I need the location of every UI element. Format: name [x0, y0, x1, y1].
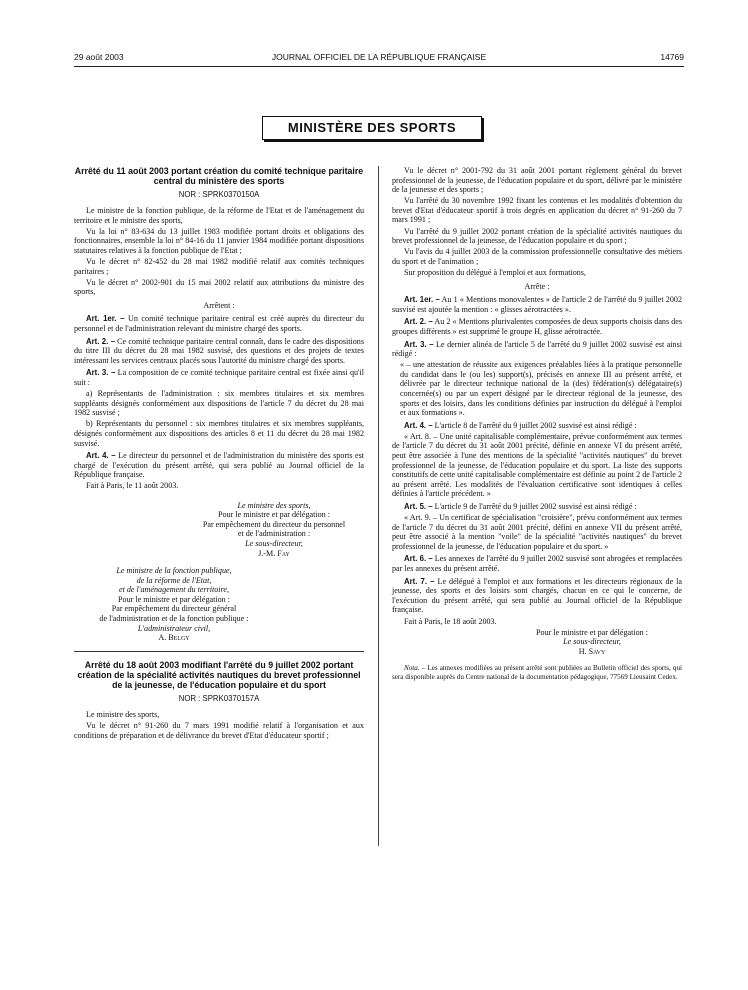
paragraph: Vu la loi n° 83-634 du 13 juillet 1983 modifiée portant droits et obligations des fonctionnaires, ensemble la loi n° 84-16 du 11 janvier 1984 modifiée portant dispositions statutaires relatives à la fonction publique de l'Etat ;: [74, 226, 364, 255]
article-3: [392, 340, 682, 359]
decree-1-title: Arrêté du 11 août 2003 portant création du comité technique paritaire central du ministère des sports: [74, 166, 364, 187]
article-label: Art. 3. –: [86, 368, 116, 378]
signatory-name: J.-M. Fay: [258, 548, 290, 558]
paragraph: Sur proposition du délégué à l'emploi et aux formations,: [404, 267, 586, 277]
signature-line: Le sous-directeur,: [245, 538, 303, 548]
article-text: Un comité technique paritaire central est créé auprès du directeur du personnel et de l'administration relevant du ministre chargé des sports.: [74, 314, 364, 334]
article-label: Art. 6. –: [404, 554, 433, 564]
article-3-a: a) Représentants de l'administration : six membres titulaires et six membres suppléants désignés conformément aux dispositions de l'article 7 du décret du 28 mai 1982 susvisé ;: [74, 389, 364, 418]
article-label: Art. 1er. –: [86, 314, 125, 324]
signatory-role: Le ministre des sports,: [237, 500, 311, 510]
article-label: Art. 2. –: [404, 317, 433, 327]
article-3-b: b) Représentants du personnel : six membres titulaires et six membres suppléants, désignés conformément aux dispositions des articles 8 et 11 du décret du 28 mai 1982 susvisé.: [74, 419, 364, 448]
article-1: [392, 295, 682, 314]
article-label: Art. 7. –: [404, 576, 435, 586]
paragraph: Le ministre des sports,: [86, 710, 160, 720]
column-divider: [378, 166, 379, 846]
signature-line: Pour le ministre et par délégation :: [536, 627, 648, 637]
article-label: Art. 5. –: [404, 502, 433, 511]
section-separator: [74, 651, 364, 652]
signature-line: Le sous-directeur,: [563, 637, 621, 647]
decree-2-title: Arrêté du 18 août 2003 modifiant l'arrêté du 9 juillet 2002 portant création de la spécialité activités nautiques du brevet professionnel de la jeunesse, de l'éducation populaire et du sport: [77, 659, 361, 691]
page-number: 14769: [660, 52, 684, 62]
decree-1-nor: NOR : SPRK0370150A: [178, 190, 260, 200]
page-header: [74, 52, 684, 64]
article-6: [392, 554, 682, 573]
header-date: 29 août 2003: [74, 52, 124, 62]
article-2: [74, 337, 364, 366]
paragraph: Vu l'arrêté du 9 juillet 2002 portant création de la spécialité activités nautiques du brevet professionnel de la jeunesse, de l'éducation populaire et du sport ;: [392, 226, 682, 246]
signature-line: Pour le ministre et par délégation :: [118, 594, 230, 604]
article-text: Ce comité technique paritaire central connaît, dans le cadre des dispositions du titre III du décret du 28 mai 1982 susvisé, des questions et des projets de textes intéressant les services centraux placés sous l'autorité du ministre chargé des sports.: [74, 336, 364, 365]
article-5: [392, 502, 682, 512]
article-4: [74, 451, 364, 480]
signatory-role: et de l'aménagement du territoire,: [119, 585, 229, 595]
signature-block-2: [74, 566, 274, 643]
article-text: Le délégué à l'emploi et aux formations et les directeurs régionaux de la jeunesse, des sports et des loisirs sont chargés, chacun en ce qui le concerne, de l'exécution du présent arrêté, qui sera publié au Journal officiel de la République française.: [392, 576, 682, 615]
article-7: [392, 577, 682, 615]
article-text: Au 2 « Mentions plurivalentes composées de deux supports choisis dans des groupes différents » est supprimé le groupe H, glisse aérotractée.: [392, 317, 682, 336]
paragraph: Vu le décret n° 82-452 du 28 mai 1982 modifié relatif aux comités techniques paritaires ;: [74, 256, 364, 276]
paragraph: Le ministre de la fonction publique, de la réforme de l'Etat et de l'aménagement du territoire et le ministre des sports,: [74, 206, 364, 225]
signature-line: Par empêchement du directeur du personnel: [202, 519, 346, 529]
signature-line: de l'administration et de la fonction publique :: [99, 614, 249, 624]
article-label: Art. 1er. –: [404, 295, 440, 305]
article-text: L'article 8 de l'arrêté du 9 juillet 2002 susvisé est ainsi rédigé :: [434, 420, 637, 430]
article-text: Les annexes de l'arrêté du 9 juillet 2002 susvisé sont abrogées et remplacées par les annexes du présent arrêté.: [392, 554, 682, 574]
right-column: [392, 166, 682, 683]
paragraph: Vu le décret n° 91-260 du 7 mars 1991 modifié relatif à l'organisation et aux conditions de préparation et de délivrance du brevet d'Etat d'éducateur sportif ;: [74, 721, 364, 740]
article-3-quote: « – une attestation de réussite aux exigences préalables liées à la pratique personnelle du candidat dans le (ou les) support(s), précisés en annexe III au présent arrêté, et délivrée par le directeur technique national de la (des) fédération(s) délégataire(s) concernée(s) ou par un expert désigné par le directeur régional de la jeunesse, des sports et des loisirs, dans les conditions définies par instruction du délégué à l'emploi et aux formations ».: [400, 360, 682, 418]
left-column: [74, 166, 364, 742]
article-label: Art. 4. –: [404, 420, 433, 430]
arretent-heading: Arrêtent :: [203, 300, 235, 310]
signature-block-1: [184, 501, 364, 559]
article-text: Le dernier alinéa de l'article 5 de l'arrêté du 9 juillet 2002 susvisé est ainsi rédigé :: [392, 339, 682, 359]
article-text: Au 1 « Mentions monovalentes » de l'article 2 de l'arrêté du 9 juillet 2002 susvisé est ajoutée la mention : « glisses aérotractées ».: [392, 295, 682, 314]
article-4-quote: « Art. 8. – Une unité capitalisable complémentaire, prévue conformément aux termes de l'article 7 du décret du 31 août 2001 précité, définie en annexe VI du présent arrêté, peut être associée à l'une des mentions de la spécialité "activités nautiques" du brevet professionnel de la jeunesse, de l'éducation populaire et du sport. La liste des supports constitutifs de cette unité capitalisable complémentaire est définie au point 2 de l'article 2 au présent arrêté. Les modalités de l'évaluation certificative sont identiques à celles définies à l'article précédent. »: [392, 431, 682, 499]
signature-line: et de l'administration :: [237, 529, 311, 539]
signatory-role: Le ministre de la fonction publique,: [116, 566, 232, 576]
signatory-name: H. Savy: [578, 646, 606, 656]
signature-line: L'administrateur civil,: [137, 623, 211, 633]
article-3: [74, 368, 364, 387]
fait-a-paris: Fait à Paris, le 18 août 2003.: [404, 616, 497, 626]
nota-text: Les annexes modifiées au présent arrêté sont publiées au Bulletin officiel des sports, qui sera disponible auprès du Centre national de la documentation pédagogique, 77569 Lieusaint Cedex.: [392, 664, 682, 681]
signatory-name: A. Belgy: [158, 633, 190, 643]
article-text: La composition de ce comité technique paritaire central est fixée ainsi qu'il suit :: [74, 368, 364, 387]
paragraph: Vu le décret n° 2002-901 du 15 mai 2002 relatif aux attributions du ministre des sports,: [74, 277, 364, 297]
article-label: Art. 2. –: [86, 336, 115, 346]
article-label: Art. 4. –: [86, 451, 116, 461]
fait-a-paris: Fait à Paris, le 11 août 2003.: [86, 481, 179, 491]
article-text: L'article 9 de l'arrêté du 9 juillet 2002 susvisé est ainsi rédigé :: [434, 502, 637, 511]
journal-title: JOURNAL OFFICIEL DE LA RÉPUBLIQUE FRANÇAISE: [271, 52, 487, 62]
article-2: [392, 317, 682, 336]
article-4: [392, 421, 682, 431]
signature-block-3: [502, 628, 682, 657]
article-1: [74, 314, 364, 333]
paragraph: Vu l'avis du 4 juillet 2003 de la commission professionnelle consultative des métiers du sport et de l'animation ;: [392, 247, 682, 266]
signature-line: Pour le ministre et par délégation :: [218, 510, 330, 520]
nota: [392, 664, 682, 681]
article-text: Le directeur du personnel et de l'administration du ministère des sports est chargé de l'exécution du présent arrêté, qui sera publié au Journal officiel de la République française.: [74, 451, 365, 480]
paragraph: Vu l'arrêté du 30 novembre 1992 fixant les contenus et les modalités d'obtention du brevet d'Etat d'éducateur sportif à trois degrés en application du décret n° 91-260 du 7 mars 1991 ;: [392, 196, 682, 225]
decree-2-nor: NOR : SPRK0370157A: [178, 694, 260, 704]
arrete-heading: Arrête :: [524, 281, 550, 291]
signatory-role: de la réforme de l'Etat,: [136, 575, 212, 585]
nota-label: Nota. –: [404, 664, 426, 673]
article-5-quote: « Art. 9. – Un certificat de spécialisation "croisière", prévu conformément aux termes de l'article 7 du décret du 31 août 2001 précité, défini en annexe VII du présent arrêté, peut être associé à la mention "voile" de la spécialité "activités nautiques" du brevet professionnel de la jeunesse, de l'éducation populaire et du sport. »: [392, 513, 682, 551]
ministry-heading: MINISTÈRE DES SPORTS: [262, 116, 482, 140]
paragraph: Vu le décret n° 2001-792 du 31 août 2001 portant règlement général du brevet professionnel de la jeunesse, de l'éducation populaire et du sport, délivré par le ministère de la jeunesse et des sports ;: [392, 166, 682, 195]
article-label: Art. 3. –: [404, 339, 434, 349]
signature-line: Par empêchement du directeur général: [111, 604, 237, 614]
header-rule: [74, 66, 684, 67]
